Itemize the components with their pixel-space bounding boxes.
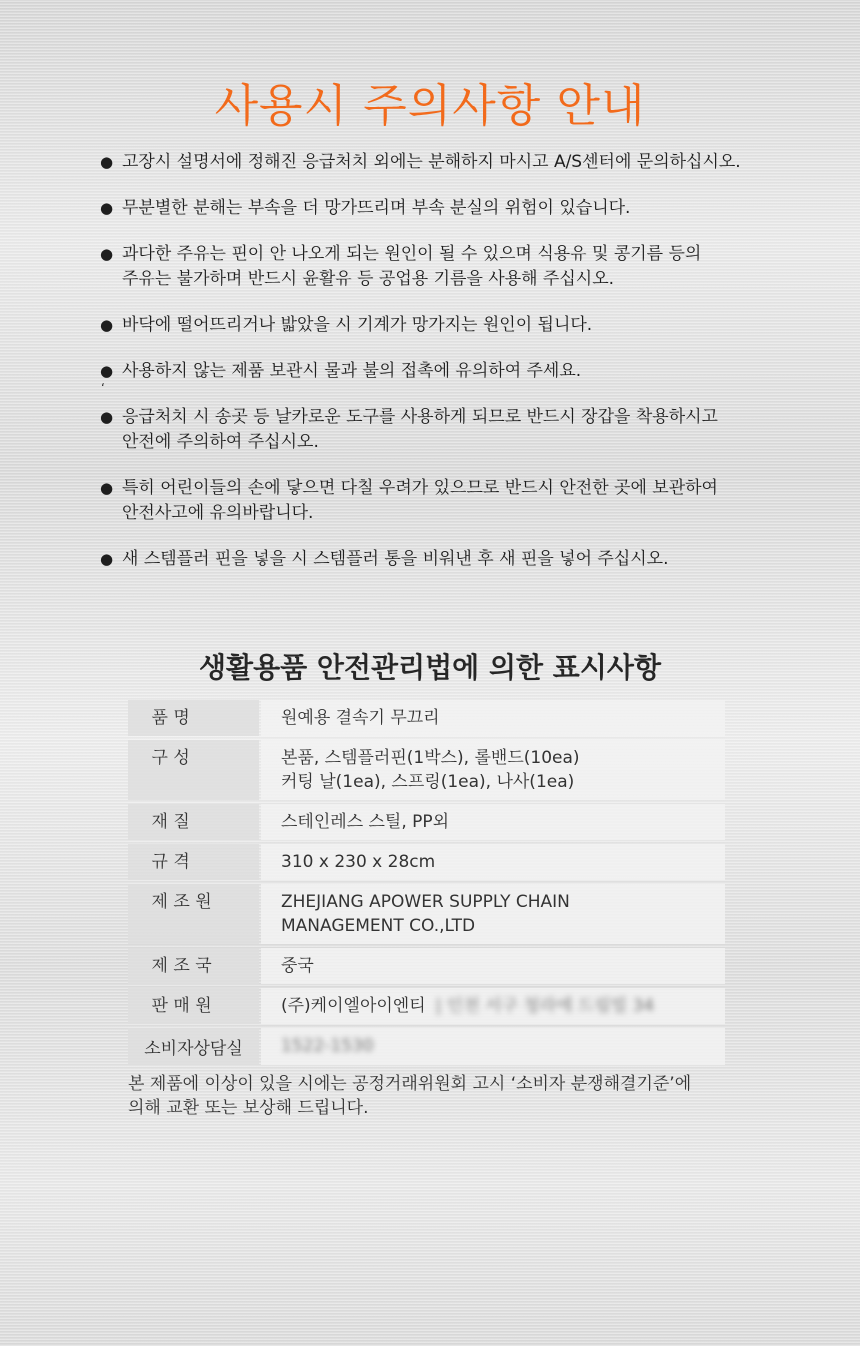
notice-text: 과다한 주유는 핀이 안 나오게 되는 원인이 될 수 있으며 식용유 및 콩기름 등의 주유는 불가하며 반드시 윤활유 등 공업용 기름을 사용해 주십시오. (122, 244, 702, 289)
spec-label-char: 조 (173, 956, 190, 976)
spec-row (128, 884, 725, 944)
spec-label-char: 재 (151, 812, 168, 832)
notice-item (100, 547, 820, 572)
bullet-icon: ● (100, 316, 114, 334)
notice-item (100, 405, 820, 455)
notice-item (100, 313, 820, 338)
stray-quote-mark: ‘ (101, 381, 105, 395)
footer-note: 본 제품에 이상이 있을 시에는 공정거래위원회 고시 ‘소비자 분쟁해결기준’에 의해 교환 또는 보상해 드립니다. (128, 1074, 692, 1118)
spec-table (128, 700, 725, 1069)
spec-value: 스테인레스 스틸, PP외 (261, 804, 725, 840)
notice-item (100, 476, 820, 526)
blurred-address: | 인천 서구 청라에 드림빌 34 (435, 996, 655, 1016)
bullet-icon: ● (100, 199, 114, 217)
spec-row (128, 948, 725, 984)
spec-label-char: 품 (151, 708, 168, 728)
bullet-icon: ● (100, 408, 114, 426)
spec-label-char: 매 (173, 996, 190, 1016)
spec-value: ZHEJIANG APOWER SUPPLY CHAIN MANAGEMENT CO.,LTD (261, 884, 725, 944)
spec-label-char: 원 (195, 892, 212, 912)
spec-row (128, 804, 725, 840)
spec-label-char: 명 (173, 708, 190, 728)
notice-item (100, 150, 820, 175)
notice-item (100, 242, 820, 292)
spec-label-char: 원 (195, 996, 212, 1016)
notice-text: 무분별한 분해는 부속을 더 망가뜨리며 부속 분실의 위험이 있습니다. (122, 198, 631, 218)
spec-label-char: 질 (173, 812, 190, 832)
spec-label (128, 948, 259, 984)
spec-label-char: 제 (151, 892, 168, 912)
section-title: 생활용품 안전관리법에 의한 표시사항 (198, 651, 661, 684)
notice-text: 바닥에 떨어뜨리거나 밟았을 시 기계가 망가지는 원인이 됩니다. (122, 315, 593, 335)
bullet-icon: ● (100, 153, 114, 171)
spec-label-char: 판 (151, 996, 168, 1016)
spec-value: 310 x 230 x 28cm (261, 844, 725, 880)
seller-name: (주)케이엘아이엔티 (281, 996, 426, 1016)
bullet-icon: ● (100, 245, 114, 263)
spec-label-char: 구 (151, 748, 168, 768)
spec-value (261, 1028, 725, 1065)
bullet-icon: ● (100, 550, 114, 568)
notice-text: 사용하지 않는 제품 보관시 물과 불의 접촉에 유의하여 주세요. (122, 361, 582, 381)
spec-row (128, 988, 725, 1024)
notice-text: 새 스템플러 핀을 넣을 시 스템플러 통을 비워낸 후 새 핀을 넣어 주십시오. (122, 549, 669, 569)
notice-list (100, 150, 820, 593)
blurred-phone: 1522-1530 (281, 1036, 374, 1056)
bullet-icon: ● (100, 479, 114, 497)
notice-item (100, 196, 820, 221)
spec-value: 중국 (261, 948, 725, 984)
spec-value: 본품, 스템플러핀(1박스), 롤밴드(10ea) 커팅 날(1ea), 스프링(1ea), 나사(1ea) (261, 740, 725, 800)
spec-label (128, 700, 259, 736)
spec-row (128, 844, 725, 880)
page-title: 사용시 주의사항 안내 (214, 79, 646, 132)
spec-label (128, 844, 259, 880)
spec-label-char: 조 (173, 892, 190, 912)
notice-text: 특히 어린이들의 손에 닿으면 다칠 우려가 있으므로 반드시 안전한 곳에 보관하여 안전사고에 유의바랍니다. (122, 478, 718, 523)
spec-label (128, 988, 259, 1024)
spec-label (128, 804, 259, 840)
spec-label-char: 국 (195, 956, 212, 976)
spec-label (128, 740, 259, 800)
spec-row (128, 700, 725, 736)
notice-text: 고장시 설명서에 정해진 응급처치 외에는 분해하지 마시고 A/S센터에 문의하십시오. (122, 152, 741, 172)
bullet-icon: ● (100, 362, 114, 380)
spec-label-char: 제 (151, 956, 168, 976)
spec-value: 원예용 결속기 무끄리 (261, 700, 725, 736)
spec-value (261, 988, 725, 1024)
notice-text: 응급처치 시 송곳 등 날카로운 도구를 사용하게 되므로 반드시 장갑을 착용하시고 안전에 주의하여 주십시오. (122, 407, 718, 452)
spec-row (128, 1028, 725, 1065)
spec-label-char: 격 (173, 852, 190, 872)
spec-label (128, 884, 259, 944)
spec-label-char: 성 (173, 748, 190, 768)
spec-label-char: 규 (151, 852, 168, 872)
notice-item (100, 359, 820, 384)
spec-row (128, 740, 725, 800)
spec-label: 소비자상담실 (128, 1028, 259, 1065)
